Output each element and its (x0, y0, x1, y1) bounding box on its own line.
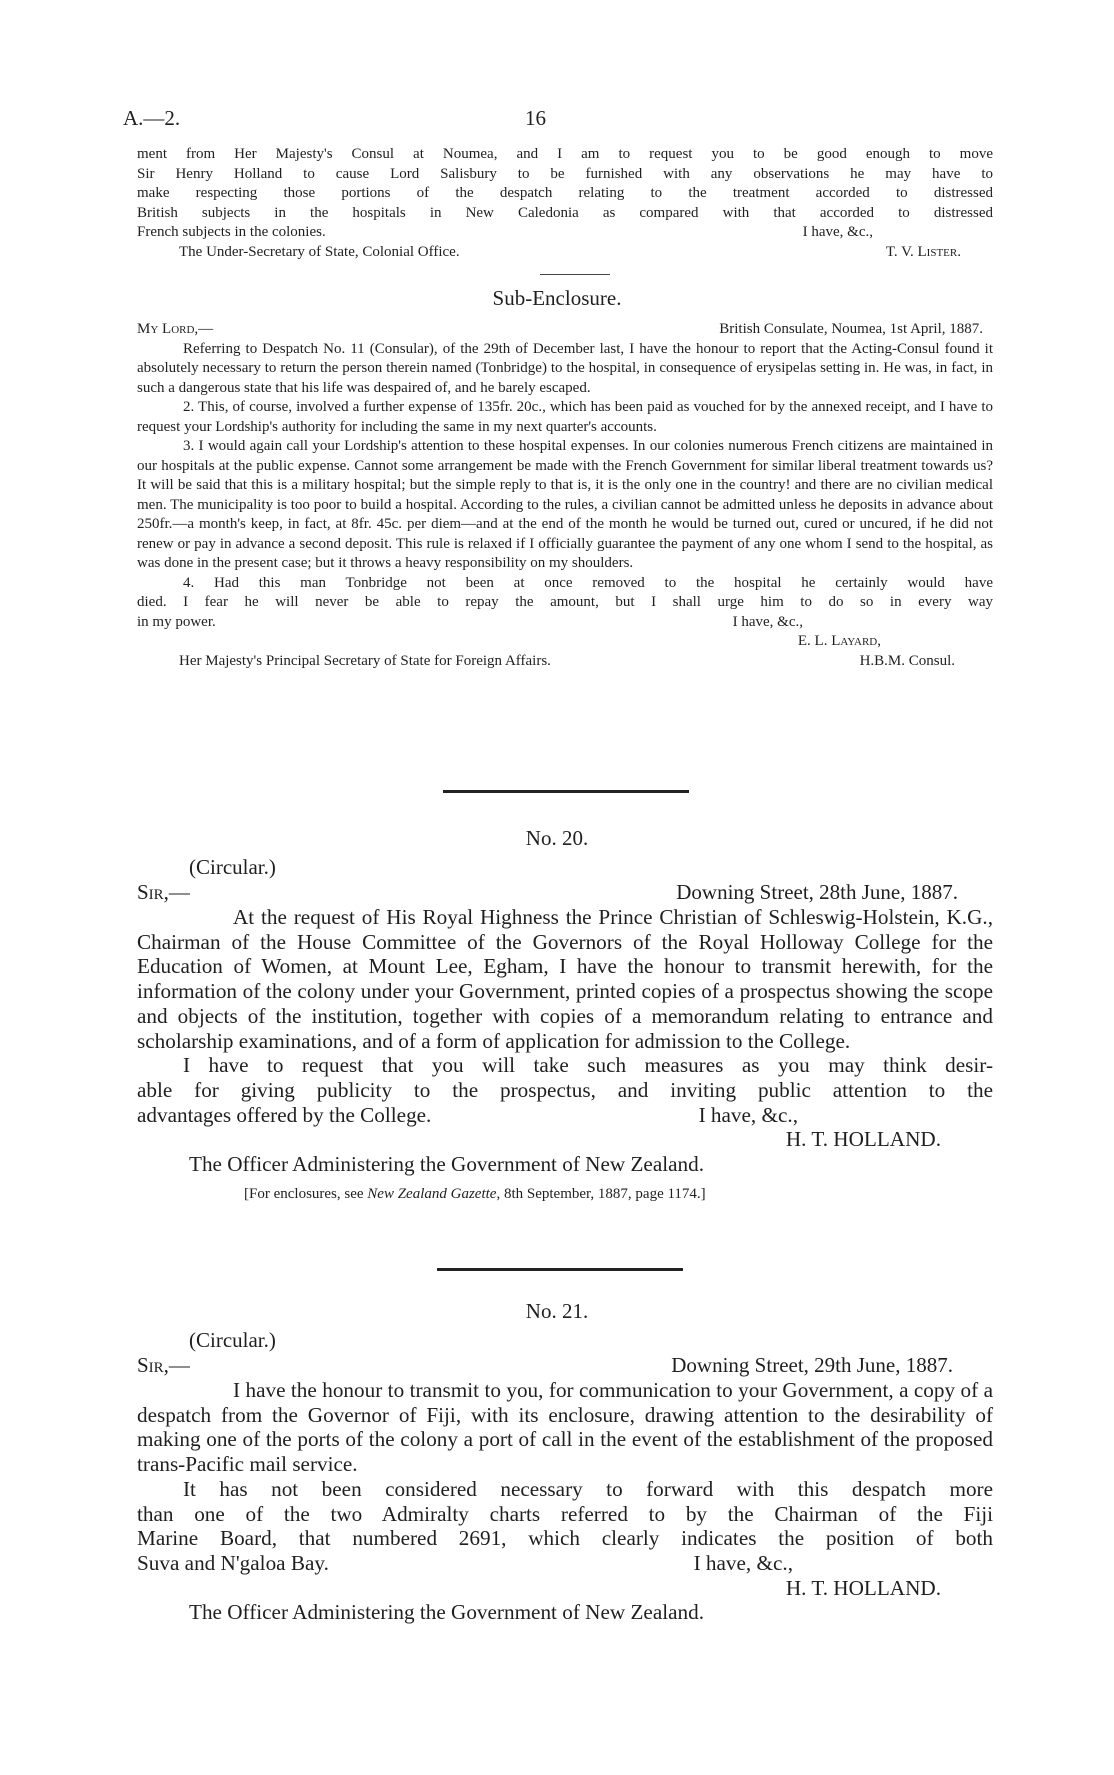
circular-label: (Circular.) (189, 855, 276, 879)
sub-enclosure-block (137, 320, 993, 671)
text-line: than one of the two Admiralty charts referred to by the Chairman of the Fiji (137, 1501, 993, 1526)
place-date: Downing Street, 29th June, 1887. (671, 1353, 953, 1377)
signer-title: H.B.M. Consul. (859, 652, 955, 669)
salutation: Sir,— (137, 880, 190, 904)
closing: I have, &c., (802, 224, 873, 240)
signature: H. T. HOLLAND. (785, 1127, 941, 1152)
signature: H. T. HOLLAND. (785, 1575, 941, 1600)
text-line: British subjects in the hospitals in New Caledonia as compared with that accorded to distressed (137, 204, 993, 221)
section-number: No. 21. (525, 1299, 589, 1323)
closing: I have, &c., (693, 1550, 793, 1575)
text-line: Marine Board, that numbered 2691, which clearly indicates the position of both (137, 1526, 993, 1551)
enclosure-note (137, 1186, 993, 1203)
section-divider (437, 1268, 683, 1271)
paragraph: At the request of His Royal Highness the Prince Christian of Schleswig-Holstein, K.G., Chairman of the House Committee of the Governors of the Royal Holloway College for the Education of Women, at Mount Lee, Egham, I have the honour to transmit herewith, for the information of the colony under your Government, printed copies of a prospectus showing the scope and objects of the institution, together with copies of a memorandum relating to entrance and scholarship examinations, and of a form of application for admission to the College. (137, 905, 993, 1053)
circular-label: (Circular.) (189, 1328, 276, 1352)
page-number: 16 (525, 106, 546, 130)
paragraph: I have the honour to transmit to you, for communication to your Government, a copy of a despatch from the Governor of Fiji, with its enclosure, drawing attention to the desirability of making one of the ports of the colony a port of call in the event of the establishment of the proposed trans-Pacific mail service. (137, 1378, 993, 1477)
section-divider (443, 790, 689, 793)
signature: E. L. Layard, (797, 633, 881, 649)
place-date: Downing Street, 28th June, 1887. (676, 880, 958, 904)
closing: I have, &c., (698, 1102, 798, 1127)
note-text: , 8th September, 1887, page 1174.] (496, 1185, 706, 1202)
divider (540, 274, 610, 275)
text-line: make respecting those portions of the despatch relating to the treatment accorded to distressed (137, 185, 993, 201)
text-line: able for giving publicity to the prospectus, and inviting public attention to the (137, 1077, 993, 1102)
text-line: 4. Had this man Tonbridge not been at once removed to the hospital he certainly would have (183, 574, 993, 591)
text-line: It has not been considered necessary to forward with this despatch more (183, 1476, 993, 1501)
addressee: The Officer Administering the Government of New Zealand. (189, 1600, 705, 1625)
place-date: British Consulate, Noumea, 1st April, 1887. (719, 321, 983, 337)
text-line: Suva and N'galoa Bay. (137, 1550, 329, 1575)
text-line: Sir Henry Holland to cause Lord Salisbury to be furnished with any observations he may have to (137, 165, 993, 182)
addressee: The Under-Secretary of State, Colonial Office. (179, 243, 460, 260)
closing: I have, &c., (732, 613, 803, 630)
continuation-block (137, 145, 993, 262)
text-line: in my power. (137, 613, 216, 630)
signature: T. V. Lister. (885, 243, 961, 260)
header-ref: A.—2. (123, 106, 181, 130)
text-line: French subjects in the colonies. (137, 224, 326, 240)
text-line: died. I fear he will never be able to repay the amount, but I shall urge him to do so in every way (137, 594, 993, 610)
salutation: Sir,— (137, 1353, 190, 1377)
no20-block (137, 855, 993, 1203)
paragraph: 3. I would again call your Lordship's attention to these hospital expenses. In our colonies numerous French citizens are maintained in our hospitals at the public expense. Cannot some arrangement be made with the French Government for similar liberal treatment towards us? It will be said that this is a military hospital; but the simple reply to that is, it is the only one in the country! and there are no civilian medical men. The municipality is too poor to build a hospital. According to the rules, a civilian cannot be admitted unless he deposits in advance about 250fr.—a month's keep, in fact, at 8fr. 45c. per diem—and at the end of the month he would be turned out, cured or uncured, if he did not renew or pay in advance a second deposit. This rule is relaxed if I officially guarantee the payment of any one whom I send to the hospital, as was done in the present case; but it throws a heavy responsibility on my shoulders. (137, 438, 993, 571)
paragraph: Referring to Despatch No. 11 (Consular), of the 29th of December last, I have the honour to report that the Acting-Consul found it absolutely necessary to return the person therein named (Tonbridge) to the hospital, in consequence of erysipelas setting in. He was, in fact, in such a dangerous state that his life was despaired of, and he barely escaped. (137, 340, 993, 396)
text-line: I have to request that you will take such measures as you may think desir- (183, 1053, 993, 1078)
paragraph: 2. This, of course, involved a further expense of 135fr. 20c., which has been paid as vouched for by the annexed receipt, and I have to request your Lordship's authority for including the same in my next quarter's accounts. (137, 399, 993, 435)
note-text: [For enclosures, see (244, 1185, 368, 1202)
addressee: The Officer Administering the Government of New Zealand. (189, 1152, 705, 1177)
text-line: ment from Her Majesty's Consul at Noumea, and I am to request you to be good enough to move (137, 146, 993, 162)
addressee: Her Majesty's Principal Secretary of State for Foreign Affairs. (179, 652, 551, 669)
note-gazette-title: New Zealand Gazette (367, 1185, 497, 1202)
salutation: My Lord,— (137, 321, 214, 337)
sub-enclosure-title: Sub-Enclosure. (492, 286, 622, 310)
no21-block (137, 1328, 993, 1625)
section-number: No. 20. (525, 826, 589, 850)
text-line: advantages offered by the College. (137, 1102, 432, 1127)
